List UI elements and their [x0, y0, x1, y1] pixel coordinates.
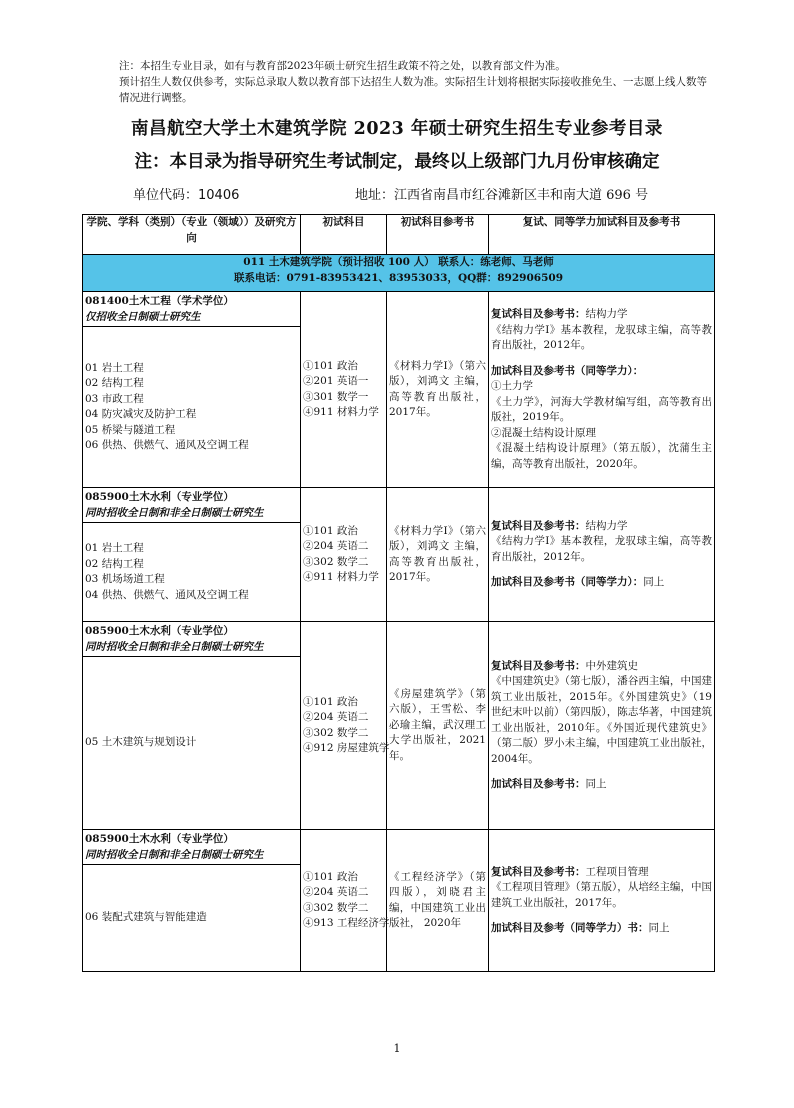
- enrollment-mode: 同时招收全日制和非全日制硕士研究生: [85, 640, 264, 653]
- exam-subjects: [301, 488, 387, 622]
- extra-item: 《土力学》，河海大学教材编写组，高等教育出版社，2019年。: [491, 395, 712, 423]
- section-subject: [83, 830, 301, 865]
- enrollment-mode: 同时招收全日制和非全日制硕士研究生: [85, 848, 264, 861]
- retest-info: [489, 622, 715, 830]
- direction-item: 06 装配式建筑与智能建造: [85, 911, 207, 924]
- exam-item: ④912 房屋建筑学: [303, 742, 390, 754]
- page-subtitle: 注：本目录为指导研究生考试制定，最终以上级部门九月份审核确定: [134, 152, 660, 172]
- retest-info: [489, 830, 715, 972]
- direction-item: 04 供热、供燃气、通风及空调工程: [85, 588, 249, 601]
- direction-item: 05 桥梁与隧道工程: [85, 423, 176, 436]
- extra-text: 同上: [648, 922, 670, 934]
- header-col1: 学院、学科（类别）（专业（领域））及研究方向: [83, 215, 301, 255]
- direction-item: 02 结构工程: [85, 557, 144, 570]
- retest-line: [491, 519, 712, 535]
- extra-label: 加试科目及参考书（同等学力）：: [491, 364, 644, 377]
- section-2-subject-row: [83, 488, 715, 523]
- exam-item: ②204 英语二: [303, 711, 369, 723]
- retest-subject: 中外建筑史: [585, 659, 638, 672]
- exam-subjects: [301, 830, 390, 972]
- subject-code: 085900土木水利（专业学位）: [85, 833, 234, 845]
- retest-info: [489, 292, 715, 488]
- retest-label: 复试科目及参考书：: [491, 659, 586, 672]
- notes: [119, 58, 709, 106]
- enrollment-mode: 仅招收全日制硕士研究生: [85, 310, 201, 323]
- exam-item: ②204 英语二: [303, 886, 369, 898]
- exam-item: ③302 数学二: [303, 555, 369, 568]
- extra-text: 同上: [643, 576, 665, 588]
- exam-item: ④911 材料力学: [303, 406, 379, 418]
- exam-subjects: [301, 292, 387, 488]
- extra-label: 加试科目及参考书：: [491, 778, 586, 790]
- retest-book: 《结构力学Ⅰ》基本教程，龙驭球主编，高等教育出版社，2012年。: [491, 535, 712, 563]
- retest-label: 复试科目及参考书：: [491, 865, 586, 878]
- research-directions: [83, 327, 301, 488]
- exam-subjects: [301, 622, 390, 830]
- retest-book: 《中国建筑史》（第七版），潘谷西主编，中国建筑工业出版社，2015年。《外国建筑史》（19 世纪末叶以前）（第四版），陈志华著，中国建筑工业出版社，2010年。《外国近现代建筑史》（第二版）罗小未主编，中国建筑工业出版社，2004年。: [491, 675, 712, 765]
- extra-item: ②混凝土结构设计原理: [491, 426, 596, 439]
- retest-line: [491, 865, 712, 881]
- retest-subject: 工程项目管理: [585, 865, 649, 878]
- exam-item: ③302 数学二: [303, 901, 369, 914]
- retest-subject: 结构力学: [585, 519, 628, 532]
- direction-item: 03 市政工程: [85, 392, 144, 405]
- dept-line2: 联系电话：0791-83953421、83953033，QQ群：892906509: [233, 271, 564, 284]
- note-line: 预计招生人数仅供参考，实际总录取人数以教育部下达招生人数为准。实际招生计划将根据实际接收推免生、一志愿上线人数等情况进行调整。: [119, 76, 707, 104]
- enrollment-mode: 同时招收全日制和非全日制硕士研究生: [85, 506, 264, 519]
- retest-subject: 结构力学: [585, 308, 628, 320]
- extra-item: ①土力学: [491, 380, 533, 392]
- exam-reference-book: 《材料力学Ⅰ》（第六版），刘鸿文 主编，高等教育出版社，2017年。: [387, 488, 489, 622]
- research-directions: [83, 865, 301, 972]
- exam-item: ③301 数学一: [303, 390, 369, 403]
- retest-info: [489, 488, 715, 622]
- research-directions: [83, 657, 301, 830]
- header-col4: 复试、同等学力加试科目及参考书: [489, 215, 715, 255]
- direction-item: 04 防灾减灾及防护工程: [85, 408, 197, 420]
- header-row: [83, 215, 715, 255]
- dept-banner: [83, 255, 715, 292]
- exam-item: ②204 英语二: [303, 540, 369, 552]
- section-1-subject-row: [83, 292, 715, 327]
- direction-item: 01 岩土工程: [85, 542, 144, 554]
- exam-item: ①101 政治: [303, 870, 358, 883]
- direction-item: 01 岩土工程: [85, 361, 144, 374]
- section-subject: [83, 622, 301, 657]
- header-col3: 初试科目参考书: [387, 215, 489, 255]
- dept-row: [83, 255, 715, 292]
- address: 地址：江西省南昌市红谷滩新区丰和南大道 696 号: [355, 188, 649, 203]
- exam-item: ②201 英语一: [303, 375, 369, 387]
- retest-book: 《结构力学Ⅰ》基本教程，龙驭球主编，高等教育出版社，2012年。: [491, 323, 712, 351]
- retest-label: 复试科目及参考书：: [491, 519, 586, 532]
- exam-item: ③302 数学二: [303, 726, 369, 739]
- retest-line: [491, 659, 712, 675]
- unit-code: 单位代码：10406: [133, 188, 240, 203]
- header-col2: 初试科目: [301, 215, 387, 255]
- direction-item: 05 土木建筑与规划设计: [85, 736, 197, 749]
- page-number: 1: [393, 1042, 401, 1055]
- section-3-subject-row: [83, 622, 715, 657]
- extra-item: 《混凝土结构设计原理》（第五版），沈蒲生主编，高等教育出版社，2020年。: [491, 442, 712, 470]
- subject-code: 081400土木工程（学术学位）: [85, 295, 234, 307]
- direction-item: 03 机场场道工程: [85, 573, 165, 585]
- exam-item: ①101 政治: [303, 359, 358, 372]
- direction-item: 06 供热、供燃气、通风及空调工程: [85, 439, 249, 451]
- section-4-subject-row: [83, 830, 715, 865]
- extra-text: 同上: [585, 778, 607, 790]
- exam-item: ①101 政治: [303, 695, 358, 708]
- exam-reference-book: 《工程经济学》（第四版），刘晓君主编，中国建筑工业出版社， 2020年: [387, 830, 489, 972]
- dept-line1: 011 土木建筑学院（预计招收 100 人） 联系人：练老师、马老师: [243, 256, 554, 268]
- subject-code: 085900土木水利（专业学位）: [85, 625, 234, 637]
- exam-reference-book: 《材料力学Ⅰ》（第六版），刘鸿文 主编，高等教育出版社，2017年。: [387, 292, 489, 488]
- catalog-table: [82, 214, 715, 972]
- exam-reference-book: 《房屋建筑学》（第六版），王雪松、李必瑜主编，武汉理工大学出版社，2021年。: [387, 622, 489, 830]
- research-directions: [83, 523, 301, 622]
- section-subject: [83, 488, 301, 523]
- extra-label: 加试科目及参考书（同等学力）：: [491, 576, 644, 588]
- retest-line: [491, 307, 712, 323]
- exam-item: ①101 政治: [303, 524, 358, 537]
- section-subject: [83, 292, 301, 327]
- exam-item: ④913 工程经济学: [303, 917, 390, 929]
- extra-label: 加试科目及参考（同等学力）书：: [491, 922, 649, 934]
- page-title: 南昌航空大学土木建筑学院 2023 年硕士研究生招生专业参考目录: [131, 119, 663, 139]
- retest-label: 复试科目及参考书：: [491, 308, 586, 320]
- direction-item: 02 结构工程: [85, 377, 144, 389]
- note-line: 注：本招生专业目录，如有与教育部2023年硕士研究生招生政策不符之处，以教育部文件为准。: [119, 60, 566, 72]
- exam-item: ④911 材料力学: [303, 571, 379, 583]
- retest-book: 《工程项目管理》（第五版），从培经主编，中国建筑工业出版社，2017年。: [491, 881, 712, 909]
- subject-code: 085900土木水利（专业学位）: [85, 491, 234, 503]
